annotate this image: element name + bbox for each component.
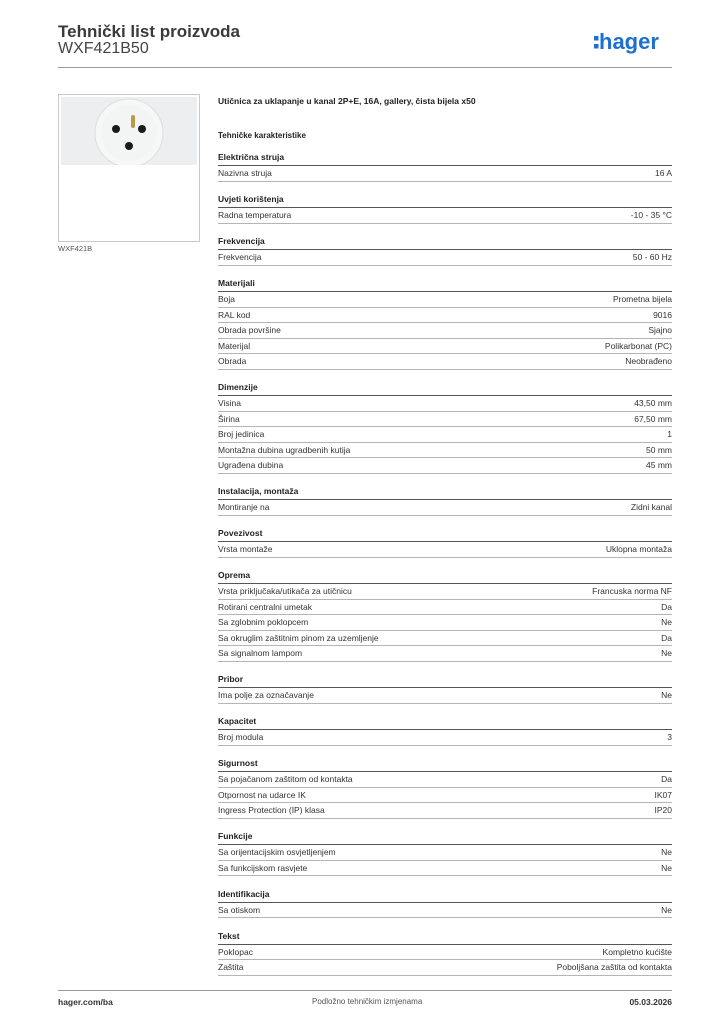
spec-row [218,339,672,355]
spec-row [218,600,672,616]
product-code: WXF421B50 [58,40,149,57]
spec-row [218,250,672,266]
spec-value: Sjajno [648,325,672,335]
section-title: Kapacitet [218,714,672,730]
spec-value: Ne [661,904,672,915]
spec-row [218,960,672,976]
spec-row [218,584,672,600]
spec-label: Sa orijentacijskim osvjetljenjem [218,847,336,857]
footer-notice: Podložno tehničkim izmjenama [312,997,423,1006]
section-title: Uvjeti korištenja [218,192,672,208]
spec-label: Visina [218,398,241,408]
spec-label: Montiranje na [218,502,270,512]
spec-section [218,887,672,919]
spec-section [218,929,672,976]
spec-label: Obrada [218,356,247,366]
footer-website: hager.com/ba [58,997,113,1007]
spec-row [218,861,672,877]
section-title: Identifikacija [218,887,672,903]
section-title: Oprema [218,568,672,584]
spec-row [218,308,672,324]
section-title: Povezivost [218,526,672,542]
spec-row [218,542,672,558]
spec-label: Vrsta montaže [218,544,273,554]
spec-row [218,458,672,474]
spec-section [218,568,672,662]
spec-label: Širina [218,413,240,424]
spec-label: Frekvencija [218,252,262,262]
spec-value: 67,50 mm [634,413,672,424]
spec-label: Ugrađena dubina [218,460,284,470]
spec-label: Sa funkcijskom rasvjete [218,862,308,873]
spec-section [218,380,672,474]
spec-value: Francuska norma NF [592,586,672,596]
spec-value: Da [661,601,672,612]
spec-section [218,829,672,876]
spec-row [218,208,672,224]
spec-label: Broj jedinica [218,429,265,439]
spec-row [218,396,672,412]
section-title: Pribor [218,672,672,688]
spec-label: Boja [218,294,236,304]
spec-label: Nazivna struja [218,168,272,178]
spec-section [218,672,672,704]
spec-value: Uklopna montaža [605,544,672,554]
spec-row [218,427,672,443]
spec-row [218,730,672,746]
spec-value: 50 - 60 Hz [632,252,672,262]
spec-section [218,526,672,558]
spec-value: Ne [661,617,672,627]
spec-value: Poboljšana zaštita od kontakta [556,962,672,972]
spec-row [218,292,672,308]
spec-section [218,192,672,224]
spec-row [218,412,672,428]
spec-value: IK07 [654,789,672,800]
footer-rule [58,990,672,991]
spec-label: Materijal [218,340,251,351]
spec-value: Ne [661,847,672,857]
spec-label: Poklopac [218,946,253,957]
spec-row [218,945,672,961]
spec-value: Prometna bijela [612,294,672,304]
spec-label: Zaštita [218,962,244,972]
spec-row [218,788,672,804]
spec-value: 43,50 mm [634,398,672,408]
image-caption: WXF421B [58,244,93,253]
spec-label: Sa okruglim zaštitnim pinom za uzemljenje [218,632,379,643]
spec-section [218,234,672,266]
spec-label: Otpornost na udarce IK [218,789,306,800]
spec-row [218,803,672,819]
spec-value: Da [661,774,672,784]
spec-row [218,323,672,339]
section-title: Električna struja [218,150,672,166]
spec-row [218,688,672,704]
spec-value: Zidni kanal [630,502,672,512]
footer-date: 05.03.2026 [629,997,672,1007]
spec-row [218,615,672,631]
section-title: Materijali [218,276,672,292]
spec-value: 9016 [653,309,672,320]
section-title: Dimenzije [218,380,672,396]
spec-row [218,646,672,662]
product-description: Utičnica za uklapanje u kanal 2P+E, 16A, gallery, čista bijela x50 [218,96,476,106]
spec-label: RAL kod [218,309,251,320]
spec-label: Broj modula [218,732,264,742]
spec-row [218,631,672,647]
spec-value: 45 mm [646,460,672,470]
section-title: Tekst [218,929,672,945]
spec-section [218,276,672,370]
spec-value: Ne [661,862,672,873]
hager-logo [594,26,674,60]
spec-section [218,756,672,819]
spec-section [218,484,672,516]
spec-value: Da [661,632,672,643]
spec-label: Radna temperatura [218,210,292,220]
spec-row [218,903,672,919]
page-title: Tehnički list proizvoda [58,22,240,41]
spec-row [218,354,672,370]
tech-characteristics-heading: Tehničke karakteristike [218,131,306,140]
spec-label: Sa signalnom lampom [218,648,303,658]
section-title: Sigurnost [218,756,672,772]
spec-row [218,500,672,516]
product-image-frame [58,94,200,242]
spec-label: Obrada površine [218,325,281,335]
spec-label: Ima polje za označavanje [218,690,314,700]
spec-value: Polikarbonat (PC) [604,340,672,351]
spec-label: Vrsta priključaka/utikača za utičnicu [218,586,352,596]
section-title: Instalacija, montaža [218,484,672,500]
spec-row [218,845,672,861]
spec-label: Rotirani centralni umetak [218,601,313,612]
spec-value: 16 A [654,168,672,178]
spec-section [218,714,672,746]
svg-text:hager: hager [599,29,659,54]
spec-value: IP20 [654,805,672,815]
spec-value: 50 mm [646,444,672,455]
spec-value: -10 - 35 °C [630,210,672,220]
spec-label: Montažna dubina ugradbenih kutija [218,444,351,455]
spec-value: 1 [667,429,672,439]
section-title: Frekvencija [218,234,672,250]
spec-value: Ne [661,690,672,700]
spec-value: Ne [661,648,672,658]
spec-label: Ingress Protection (IP) klasa [218,805,325,815]
spec-value: Kompletno kućište [602,946,672,957]
header-rule [58,67,672,68]
spec-sections [218,150,672,986]
spec-row [218,443,672,459]
spec-label: Sa otiskom [218,904,261,915]
spec-section [218,150,672,182]
spec-label: Sa zglobnim poklopcem [218,617,309,627]
spec-row [218,166,672,182]
spec-label: Sa pojačanom zaštitom od kontakta [218,774,353,784]
section-title: Funkcije [218,829,672,845]
spec-value: 3 [667,732,672,742]
spec-value: Neobrađeno [625,356,672,366]
socket-image [61,97,197,165]
spec-row [218,772,672,788]
